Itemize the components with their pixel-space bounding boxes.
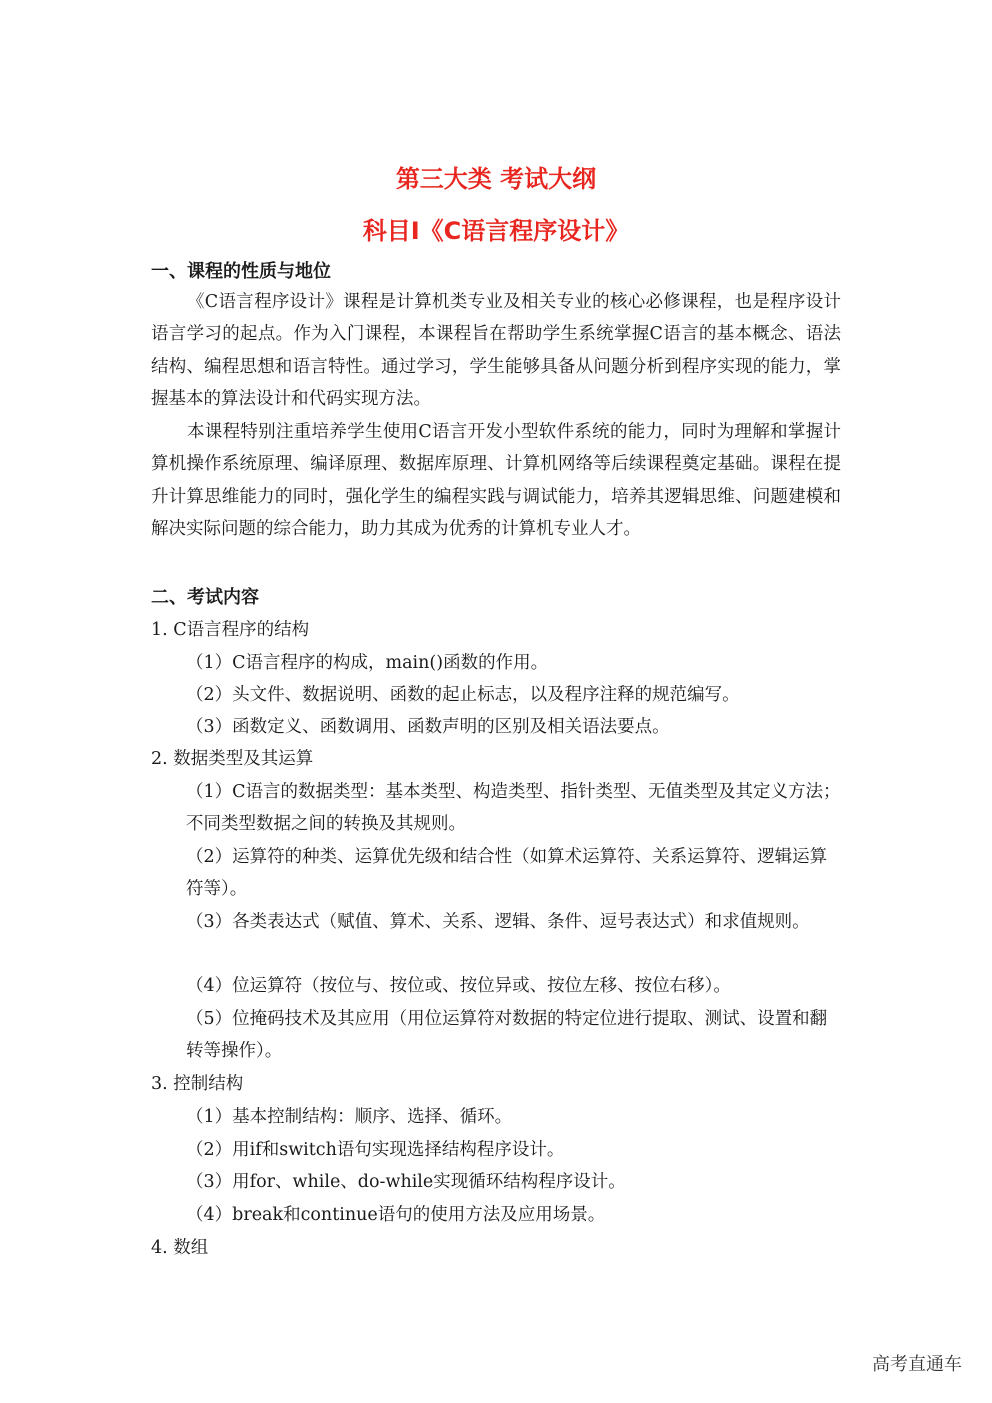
list-subitem: （1）C语言的数据类型：基本类型、构造类型、指针类型、无值类型及其定义方法；不同类型数据之间的转换及其规则。: [186, 782, 841, 835]
page-subtitle: 科目Ⅰ《C语言程序设计》: [362, 217, 630, 245]
list-item: 3. 控制结构: [151, 1074, 244, 1094]
list-subitem: （1）基本控制结构：顺序、选择、循环。: [186, 1107, 513, 1127]
list-subitem: （3）用for、while、do-while实现循环结构程序设计。: [186, 1172, 626, 1192]
list-subitem: （3）各类表达式（赋值、算术、关系、逻辑、条件、逗号表达式）和求值规则。: [186, 912, 810, 932]
list-subitem: （4）break和continue语句的使用方法及应用场景。: [186, 1205, 606, 1225]
list-item: 2. 数据类型及其运算: [151, 749, 314, 769]
section-heading: 一、课程的性质与地位: [151, 261, 331, 282]
list-subitem: （2）运算符的种类、运算优先级和结合性（如算术运算符、关系运算符、逻辑运算符等）。: [186, 847, 828, 900]
paragraph: 本课程特别注重培养学生使用C语言开发小型软件系统的能力，同时为理解和掌握计算机操作系统原理、编译原理、数据库原理、计算机网络等后续课程奠定基础。课程在提升计算思维能力的同时，强化学生的编程实践与调试能力，培养其逻辑思维、问题建模和解决实际问题的综合能力，助力其成为优秀的计算机专业人才。: [151, 422, 841, 540]
list-subitem: （1）C语言程序的构成，main()函数的作用。: [186, 653, 549, 673]
watermark: 高考直通车: [872, 1354, 962, 1375]
section-heading: 二、考试内容: [151, 587, 259, 608]
list-subitem: （4）位运算符（按位与、按位或、按位异或、按位左移、按位右移）。: [186, 976, 731, 996]
paragraph: 《C语言程序设计》课程是计算机类专业及相关专业的核心必修课程，也是程序设计语言学习的起点。作为入门课程，本课程旨在帮助学生系统掌握C语言的基本概念、语法结构、编程思想和语言特性。通过学习，学生能够具备从问题分析到程序实现的能力，掌握基本的算法设计和代码实现方法。: [151, 292, 841, 410]
list-subitem: （2）用if和switch语句实现选择结构程序设计。: [186, 1140, 565, 1160]
list-item: 4. 数组: [151, 1238, 209, 1258]
list-subitem: （3）函数定义、函数调用、函数声明的区别及相关语法要点。: [186, 717, 670, 737]
list-subitem: （2）头文件、数据说明、函数的起止标志，以及程序注释的规范编写。: [186, 685, 740, 705]
list-subitem: （5）位掩码技术及其应用（用位运算符对数据的特定位进行提取、测试、设置和翻转等操作）。: [186, 1009, 828, 1062]
page-title: 第三大类 考试大纲: [395, 165, 597, 193]
list-item: 1. C语言程序的结构: [151, 620, 310, 640]
